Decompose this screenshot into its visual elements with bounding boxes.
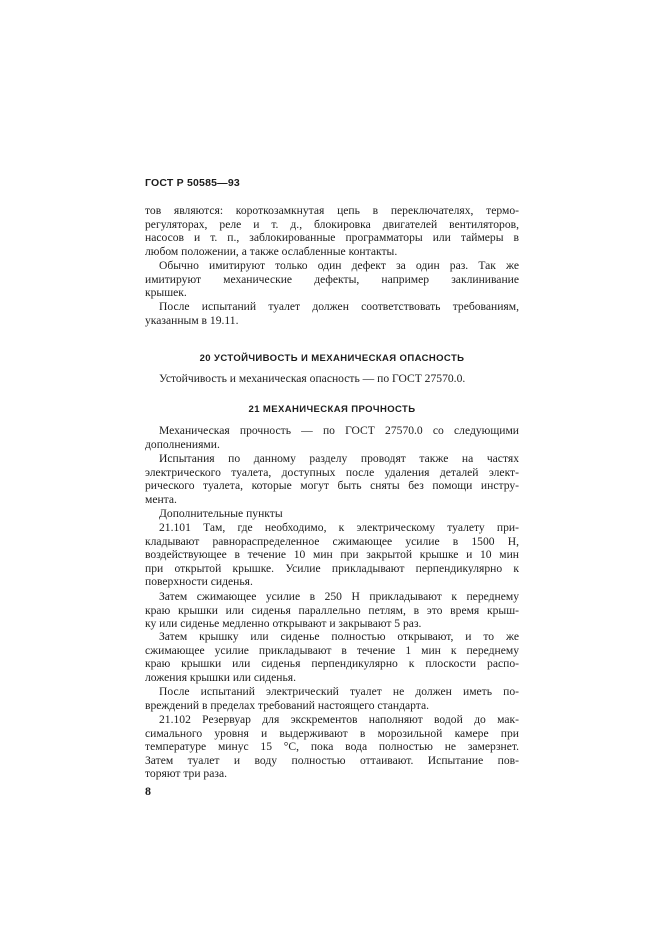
paragraph-after-tests xyxy=(145,300,519,327)
text-line: 21.101 Там, где необходимо, к электрическому туалету при- xyxy=(159,521,519,534)
section-21-p1 xyxy=(145,424,519,451)
text-line: поверхности сиденья. xyxy=(145,575,253,589)
text-line: рического туалета, которые могут быть сняты без помощи инстру- xyxy=(145,479,519,493)
text-line: ку или сиденье медленно открывают и закрывают 5 раз. xyxy=(145,617,422,631)
text-line: кладывают равнораспределенное сжимающее усилие в 1500 Н, xyxy=(145,534,519,548)
text-line: Механическая прочность — по ГОСТ 27570.0 со следующими xyxy=(159,424,519,437)
section-21-heading: 21 МЕХАНИЧЕСКАЯ ПРОЧНОСТЬ xyxy=(248,404,416,415)
text-line: электрического туалета, доступных после удаления деталей элект- xyxy=(145,465,519,479)
text-line: мента. xyxy=(145,492,177,506)
text-line: Затем крышку или сиденье полностью открывают, и то же xyxy=(159,630,519,643)
paragraph-no-damage xyxy=(145,685,519,712)
text-line: тов являются: короткозамкнутая цепь в переключателях, термо- xyxy=(145,204,519,217)
text-line: Затем сжимающее усилие в 250 Н прикладывают к переднему xyxy=(159,590,519,603)
text-line: Затем туалет и воду полностью оттаивают. Испытание пов- xyxy=(145,753,519,767)
paragraph-defects xyxy=(145,259,519,300)
text-line: 21.102 Резервуар для экскрементов наполняют водой до мак- xyxy=(159,713,519,726)
text-line: дополнениями. xyxy=(145,437,220,451)
text-line: воздействующее в течение 10 мин при закрытой крышке и 10 мин xyxy=(145,548,519,562)
text-line: После испытаний электрический туалет не должен иметь по- xyxy=(159,685,519,698)
intro-paragraph xyxy=(145,204,519,258)
text-line: симального уровня и выдерживают в морозильной камере при xyxy=(145,726,519,740)
text-line: После испытаний туалет должен соответствовать требованиям, xyxy=(159,300,519,313)
document-header: ГОСТ Р 50585—93 xyxy=(145,177,240,189)
text-line: температуре минус 15 °С, пока вода полностью не замерзнет. xyxy=(145,740,519,754)
clause-21-102 xyxy=(145,713,519,781)
text-line: краю крышки или сиденья перпендикулярно к плоскости распо- xyxy=(145,657,519,671)
text-line: имитируют механические дефекты, например заклинивание xyxy=(145,272,519,286)
section-20-heading: 20 УСТОЙЧИВОСТЬ И МЕХАНИЧЕСКАЯ ОПАСНОСТЬ xyxy=(199,353,465,364)
section-21-p3 xyxy=(145,507,519,521)
text-line: краю крышки или сиденья параллельно петлям, в это время крыш- xyxy=(145,603,519,617)
text-line: Обычно имитируют только один дефект за один раз. Так же xyxy=(159,259,519,272)
text-line: вреждений в пределах требований настоящего стандарта. xyxy=(145,698,430,712)
text-line: крышек. xyxy=(145,286,187,300)
text-line: при открытой крышке. Усилие прикладывают перпендикулярно к xyxy=(145,561,519,575)
paragraph-250n xyxy=(145,590,519,631)
text-line: указанным в 19.11. xyxy=(145,313,239,327)
text-line: регуляторах, реле и т. д., блокировка двигателей вентиляторов, xyxy=(145,217,519,231)
text-line: Испытания по данному разделу проводят также на частях xyxy=(159,452,519,465)
text-line: насосов и т. п., заблокированные программаторы или таймеры в xyxy=(145,231,519,245)
section-21-p2 xyxy=(145,452,519,506)
clause-21-101 xyxy=(145,521,519,589)
text-line: сжимающее усилие прикладывают в течение 1 мин к переднему xyxy=(145,643,519,657)
text-line: любом положении, а также ослабленные контакты. xyxy=(145,244,398,258)
text-line: Устойчивость и механическая опасность — по ГОСТ 27570.0. xyxy=(159,372,466,385)
page-number: 8 xyxy=(145,784,151,798)
paragraph-open-lid xyxy=(145,630,519,684)
section-20-text xyxy=(145,372,519,386)
text-line: торяют три раза. xyxy=(145,767,227,781)
text-line: ложения крышки или сиденья. xyxy=(145,670,297,684)
text-line: Дополнительные пункты xyxy=(159,507,283,520)
